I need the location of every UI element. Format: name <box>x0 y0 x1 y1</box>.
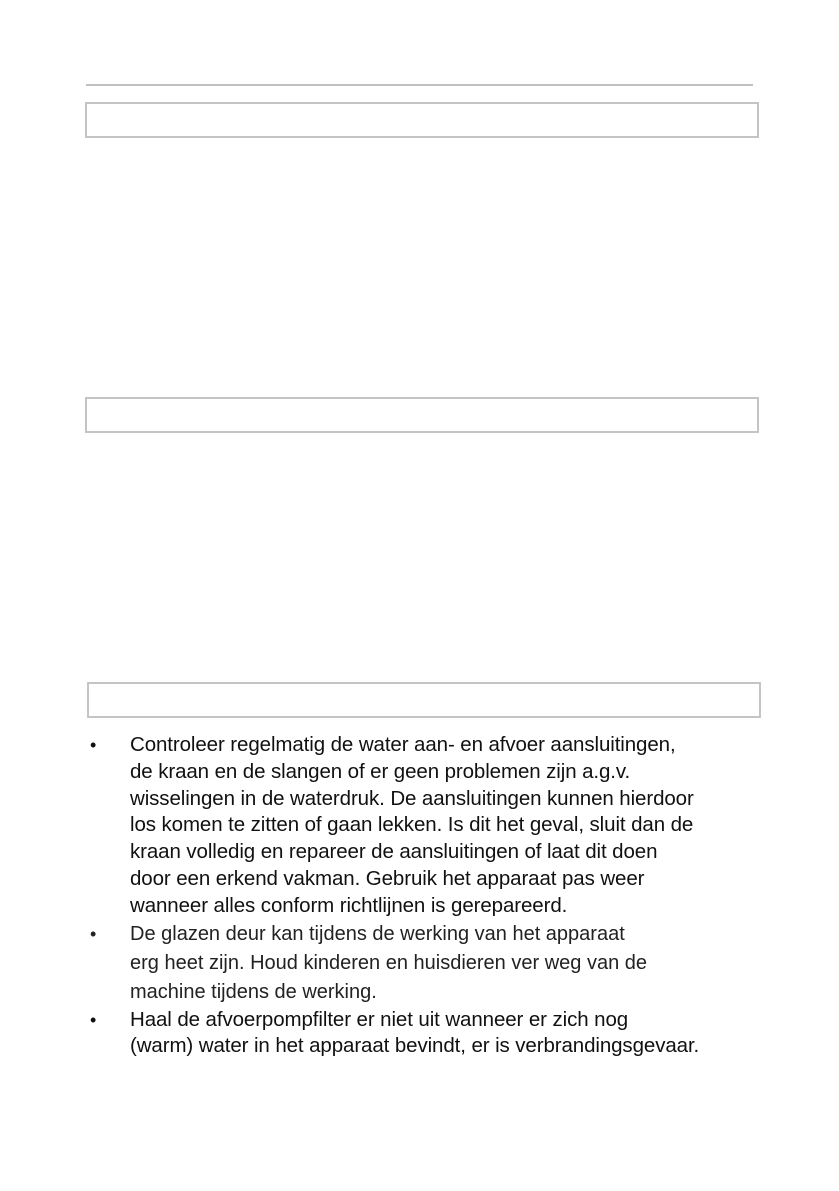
bullet-icon: • <box>90 735 97 755</box>
text-line: door een erkend vakman. Gebruik het apparaat pas weer <box>130 866 645 890</box>
list-item <box>88 1007 808 1061</box>
text-line: de kraan en de slangen of er geen problemen zijn a.g.v. <box>130 759 631 783</box>
bullet-icon: • <box>90 923 97 944</box>
section-header-box-2 <box>85 397 759 433</box>
text-line: machine tijdens de werking. <box>130 980 377 1003</box>
list-item <box>88 732 808 920</box>
text-line: De glazen deur kan tijdens de werking van het apparaat <box>130 922 625 945</box>
section-header-box-1 <box>85 102 759 138</box>
text-line: wisselingen in de waterdruk. De aansluitingen kunnen hierdoor <box>130 786 694 810</box>
text-line: los komen te zitten of gaan lekken. Is dit het geval, sluit dan de <box>130 813 694 837</box>
list-item <box>88 920 808 1007</box>
text-line: Haal de afvoerpompfilter er niet uit wanneer er zich nog <box>130 1007 629 1031</box>
text-line: Controleer regelmatig de water aan- en afvoer aansluitingen, <box>130 733 676 756</box>
section-header-box-3 <box>87 682 761 718</box>
safety-bullet-list <box>88 732 808 1060</box>
top-divider <box>86 84 753 86</box>
text-line: (warm) water in het apparaat bevindt, er is verbrandingsgevaar. <box>130 1034 700 1058</box>
text-line: erg heet zijn. Houd kinderen en huisdieren ver weg van de <box>130 951 647 974</box>
bullet-icon: • <box>90 1009 97 1030</box>
text-line: wanneer alles conform richtlijnen is gerepareerd. <box>130 893 568 917</box>
text-line: kraan volledig en repareer de aansluitingen of laat dit doen <box>130 840 658 864</box>
